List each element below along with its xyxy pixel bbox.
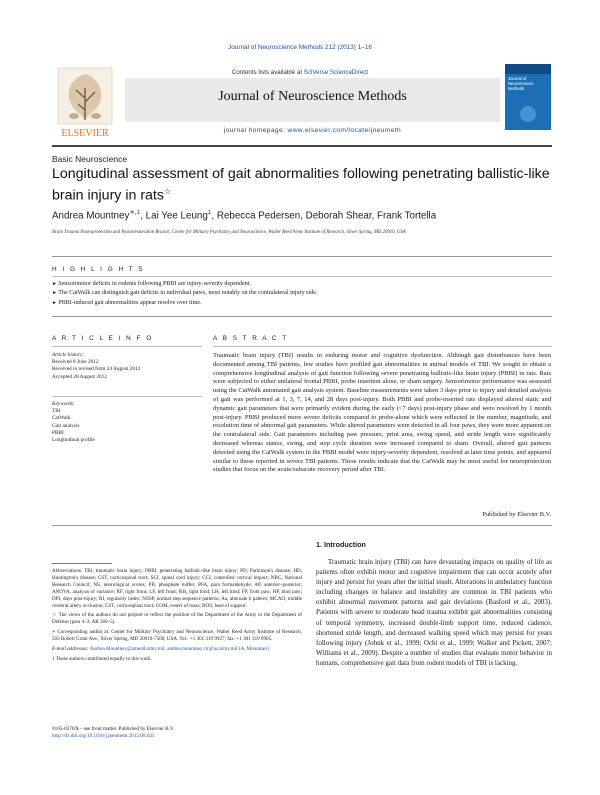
article-history <box>52 352 202 381</box>
journal-title: Journal of Neuroscience Methods <box>218 89 407 104</box>
author-name[interactable]: Andrea Mountney <box>52 210 130 222</box>
header-rule <box>52 145 552 147</box>
footnotes <box>52 568 302 666</box>
divider <box>52 396 202 397</box>
divider <box>52 525 552 526</box>
history-date: Received 8 June 2012 <box>52 359 99 366</box>
divider <box>52 346 202 347</box>
published-by: Published by Elsevier B.V. <box>482 511 551 518</box>
author-affiliation-mark[interactable]: 1 <box>207 209 212 216</box>
divider <box>52 316 552 317</box>
introduction-text: Traumatic brain injury (TBI) can have devastating impacts on quality of life as patients often exhibit motor and cognitive impairment that can occur acutely after injury and persist for years after the initial insult. Alterations in ambulatory function including changes in balance and instability are common in TBI patients who exhibit abnormal movement patterns and gait deviations (Basford et al., 2003). Patients with severe to moderate head trauma exhibit gait abnormalities consisting of temporal symmetry, increased double-limb support time, reduced cadence, shortened stride length, and decreased walking speed which may persist for years following injury (Johnk et al., 1999; Ochi et al., 1999; Walker and Pickett, 2007; Williams et al., 2009). Despite a number of studies that evaluate motor behavior in humans, comprehensive gait data from rodent models of TBI is lacking. <box>316 558 552 667</box>
author-name[interactable]: Frank Tortella <box>377 210 437 222</box>
author-name[interactable]: Rebecca Pedersen <box>216 210 301 222</box>
divider <box>213 346 552 347</box>
abstract-heading: A B S T R A C T <box>213 335 289 342</box>
cover-title: Journal of Neuroscience Methods <box>508 76 534 91</box>
homepage-link[interactable]: www.elsevier.com/locate/jneumeth <box>287 127 402 134</box>
author-affiliation: Brain Trauma Neuroprotection and Neurorestoration Branch, Center for Military Psychiatry and Neuroscience, Walter Reed Army Institute of Research, Silver Spring, MD 20910, USA <box>52 230 406 235</box>
section-label: Basic Neuroscience <box>52 154 128 164</box>
disclaimer-footnote: ☆ The views of the authors do not purport or reflect the position of the Department of the Army or the Department of Defense (para 4–3, AR 360–5). <box>52 612 302 626</box>
author-email-link[interactable]: Andrea.Mountney@amedd.army.mil, andrea.mountney.ctr@us.army.mil (A. Mountney). <box>89 646 271 653</box>
highlights-list <box>52 280 532 308</box>
journal-cover-image <box>505 64 551 130</box>
keyword: Gait analysis <box>52 422 80 429</box>
highlight-item: ► Sensorimotor deficits in rodents following PBBI are injury-severity dependent. <box>52 281 251 287</box>
keywords-label: Keywords: <box>52 401 75 407</box>
abstract-text: Traumatic brain injury (TBI) results in enduring motor and cognitive dysfunction. Although gait disturbances have been documented among TBI patients, few studies have profiled gait abnormalities in animal models of TBI. We sought to obtain a comprehensive longitudinal analysis of gait function following severe penetrating ballistic-like brain injury (PBBI) in rats. Rats were subjected to either unilateral frontal PBBI, probe insertion alone, or sham surgery. Sensorimotor performance was assessed using the CatWalk automated gait analysis system. Baseline measurements were taken 3 days prior to injury and detailed analysis of gait was performed at 1, 3, 7, 14, and 28 days post-injury. Both PBBI and probe-inserted rats displayed altered static and dynamic gait parameters that were primarily evident during the early (<7 days) post-injury phase and were resolved by 1 month post-injury. PBBI produced more severe deficits compared to probe-alone which were reflected in the number, magnitude, and resolution time of abnormal gait parameters. While altered parameters were detected in all four paws, they were more apparent on the contralateral side. Gait parameters including paw pressure, print area, swing speed, and stride length were significantly decreased whereas stance, swing, and step cycle duration were increased compared to sham. Overall, altered gait patterns detected using the CatWalk system in the PBBI model were injury-severity dependent, resolved at later time points, and appeared similar to those reported in severe TBI patients. These results indicate that the CatWalk may be most useful for neuroprotection studies that focus on the acute/subacute recovery period after TBI. <box>213 352 551 474</box>
history-date: Received in revised form 24 August 2012 <box>52 366 141 373</box>
bullet-icon: ► <box>52 282 59 287</box>
keyword: PBBI <box>52 429 64 436</box>
keyword: CatWalk <box>52 415 71 422</box>
elsevier-logo <box>52 64 118 142</box>
corresponding-author-footnote: ∗ Corresponding author at: Center for Military Psychiatry and Neuroscience, Walter Reed Army Institute of Research, 503 Robert Grant Ave., Silver Spring, MD 20910-7500, USA. Tel.: +1 301 319 9927; fax: +1 301 319 9905. <box>52 629 302 643</box>
title-footnote-mark[interactable]: ☆ <box>163 187 172 196</box>
author-affiliation-mark[interactable]: ∗,1 <box>129 209 141 216</box>
history-label: Article history: <box>52 352 85 358</box>
sciencedirect-link[interactable]: SciVerse ScienceDirect <box>303 69 369 76</box>
author-list: Andrea Mountney$^{∗,1}$, Lai Yee Leung$^1$, Rebecca Pedersen, Deborah Shear, Frank Tortella <box>52 209 437 222</box>
highlight-item: ► The CatWalk can distinguish gait deficits in individual paws, most notably on the contralateral injury side. <box>52 290 318 297</box>
keyword-items <box>52 408 202 444</box>
introduction-heading: 1. Introduction <box>316 540 366 549</box>
journal-homepage: journal homepage: www.elsevier.com/locate/jneumeth <box>223 127 402 134</box>
bullet-icon: ► <box>52 300 59 306</box>
divider <box>52 276 552 277</box>
footnote-rule <box>52 563 112 564</box>
divider <box>52 256 552 257</box>
doi-link[interactable]: http://dx.doi.org/10.1016/j.jneumeth.2012.08.025 <box>52 733 155 739</box>
keyword: Longitudinal profile <box>52 437 95 444</box>
bullet-icon: ► <box>52 291 59 297</box>
article-title: Longitudinal assessment of gait abnormalities following penetrating ballistic-like brain injury in rats☆ <box>52 166 550 204</box>
elsevier-wordmark: ELSEVIER <box>61 128 109 139</box>
author-name[interactable]: Deborah Shear <box>305 210 372 222</box>
article-info-heading: A R T I C L E I N F O <box>52 335 154 342</box>
highlights-heading: H I G H L I G H T S <box>52 266 145 273</box>
keywords <box>52 401 202 444</box>
author-name[interactable]: Lai Yee Leung <box>145 210 208 222</box>
email-footnote: E-mail addresses: Andrea.Mountney@amedd.army.mil, andrea.mountney.ctr@us.army.mil (A. Mountney). <box>52 646 271 653</box>
journal-citation: Journal of Neuroscience Methods 212 (2013) 1–16 <box>228 44 372 51</box>
abbreviations-footnote: Abbreviations: TBI, traumatic brain injury; PBBI, penetrating ballistic-like brain injury; PD, Parkinson's disease; HD, Huntington's disease; CST, corticospinal tract; SCI, spinal cord injury; CCI, controlled cortical impact; NRC, National Research Council; NS, neurological scores; PB, phosphate buffer; PFA, para formaldehyde; AP, anterior–posterior; ANOVA, analysis of variance; RF, right front; LF, left front; RH, right hind; LH, left hind; FP, front paw; HP, hind paw; DPI, days post-injury; RI, regularity index; NSSP, normal step sequence patterns; Aa, alternate b pattern; MCAO, middle cerebral artery occlusion; CST, corticospinal tract; COM, center of mass; BOS, base of support. <box>52 568 302 609</box>
keyword: TBI <box>52 408 61 415</box>
highlight-item: ► PBBI-induced gait abnormalities appear resolve over time. <box>52 299 202 306</box>
equal-contribution-footnote: 1 These authors contributed equally to this work. <box>52 655 152 662</box>
contents-availability: Contents lists available at SciVerse ScienceDirect <box>231 69 369 76</box>
front-matter <box>52 726 302 740</box>
history-items <box>52 359 202 381</box>
history-date: Accepted 28 August 2012 <box>52 373 107 380</box>
issn-line: 0165-0270/$ – see front matter. Published by Elsevier B.V. <box>52 726 175 732</box>
